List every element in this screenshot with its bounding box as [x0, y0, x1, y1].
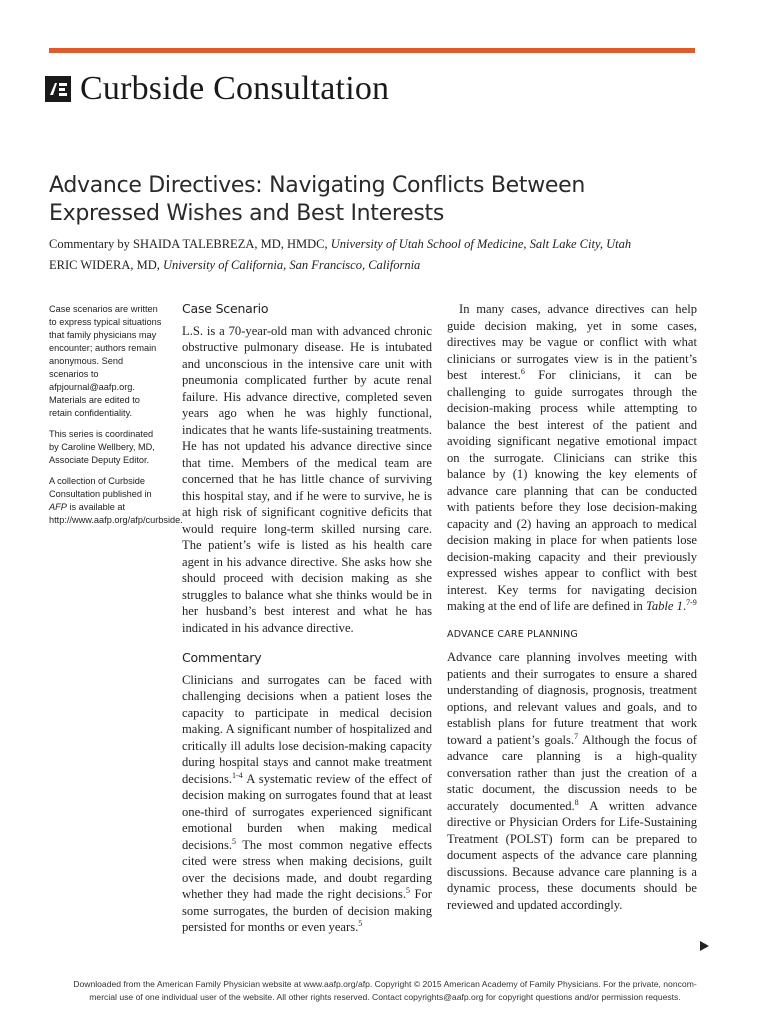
author-1-affiliation: University of Utah School of Medicine, Salt Lake City, Utah — [330, 237, 632, 251]
commentary-text-1: Clinicians and surrogates can be faced with challenging decisions when a patient loses the capacity to participate in medical decision making. A significant number of hospitalized and critically ill adults lose decision-making capacity during hospital stays and cannot make treatment decisions. — [182, 672, 432, 786]
citation-ref: 6 — [520, 366, 525, 376]
directives-text-1: In many cases, advance directives can help guide decision making, yet in some cases, directives may be vague or conflict with what clinicians or surrogates view is in the patient’s best interest. — [447, 302, 697, 382]
citation-ref: 5 — [358, 918, 363, 928]
sidebar-notes — [49, 303, 183, 535]
citation-ref: 1-4 — [232, 770, 243, 780]
sidebar-note-collection — [49, 475, 183, 527]
commentary-text-2: A systematic review of the effect of decision making on surrogates found that at least one-third of surrogates experienced significant emotional burden when making medical decisions. — [182, 771, 432, 852]
author-2-affiliation: University of California, San Francisco, California — [163, 258, 421, 272]
commentary-text — [182, 672, 432, 936]
byline-author-1 — [49, 234, 739, 255]
collection-text: A collection of Curbside Consultation published in — [49, 476, 152, 499]
table-1-link[interactable]: Table 1 — [645, 599, 683, 613]
acp-text-1: Advance care planning involves meeting with patients and their surrogates to ensure a shared understanding of diagnosis, prognosis, treatment options, and relevant values and goals, and to establish plans for future treatment that work toward a patient’s goals. — [447, 650, 697, 747]
curbside-logo-icon — [44, 75, 72, 103]
directives-text-3: . — [682, 599, 687, 613]
byline-author-2 — [49, 255, 739, 276]
citation-ref: 7-9 — [686, 597, 697, 607]
column-right — [447, 301, 697, 913]
author-2-name: ERIC WIDERA, MD, — [49, 258, 164, 272]
article-title-line1: Advance Directives: Navigating Conflicts Between — [49, 173, 586, 198]
copyright-footer — [40, 978, 730, 1004]
sidebar-note-scenarios: Case scenarios are written to express typical situations that family physicians may encounter; authors remain anonymous. Send scenarios to afpjournal@aafp.org. Materials are edited to retain confidentiality. — [49, 304, 162, 418]
directives-paragraph — [447, 301, 697, 615]
author-1-name: Commentary by SHAIDA TALEBREZA, MD, HMDC, — [49, 237, 331, 251]
journal-abbrev: AFP — [49, 502, 67, 512]
case-scenario-text: L.S. is a 70-year-old man with advanced chronic obstructive pulmonary disease. He is intubated and unconscious in the intensive care unit with pneumonia complicated further by acute renal failure. His advance directive, completed seven years ago when he was highly functional, indicates that he wants life-sustaining treatments. He has not updated his advance directive since that time. Members of the medical team are concerned that he has little chance of surviving this hospital stay, and if he were to survive, he is at high risk of significant cognitive deficits that would require long-term skilled nursing care. The patient’s wife is listed as his health care agent in his advance directive. She asks how she should proceed with decision making as she struggles to balance what she thinks would be in her husband’s best interest and what he has indicated in his advance directive. — [182, 323, 432, 635]
triangle-right-icon[interactable] — [700, 941, 709, 951]
commentary-text-4: For some surrogates, the burden of decision making persisted for months or even years. — [182, 887, 432, 934]
citation-ref: 7 — [574, 731, 579, 741]
citation-ref: 5 — [405, 885, 410, 895]
directives-text-2: For clinicians, it can be challenging to guide surrogates through the decision-making process while attempting to balance the best interest of the patient and avoiding significant negative emotional impact on the surrogate. Clinicians can strike this balance by (1) knowing the key elements of advance care planning that can be conducted with patients before they lose decision-making capacity and (2) having an approach to medical decision making in place for when patients lose decision-making capacity and their previously expressed wishes appear to conflict with best interest. Key terms for navigating decision making at the end of life are defined in — [447, 368, 697, 613]
citation-ref: 8 — [574, 797, 579, 807]
footer-line-1: Downloaded from the American Family Physician website at www.aafp.org/afp. Copyright © 2015 American Academy of Family Physicians. For the private, noncom- — [73, 979, 697, 989]
acp-text-2: Although the focus of advance care planning is a high-quality conversation rather than just the creation of a static document, the discussion needs to be accurately documented. — [447, 732, 697, 813]
collection-link[interactable]: is available at http://www.aafp.org/afp/curbside. — [49, 502, 183, 525]
advance-care-planning-heading: ADVANCE CARE PLANNING — [447, 628, 578, 640]
citation-ref: 5 — [232, 836, 237, 846]
section-brand — [44, 70, 389, 108]
footer-line-2: mercial use of one individual user of the website. All other rights reserved. Contact copyrights@aafp.org for copyright questions and/or permission requests. — [89, 992, 681, 1002]
byline — [49, 234, 739, 276]
advance-care-planning-text — [447, 649, 697, 913]
commentary-text-3: The most common negative effects cited were stress when making decisions, guilt over the decisions made, and doubt regarding whether they had made the right decisions. — [182, 837, 432, 901]
header-rule — [49, 48, 695, 53]
article-title — [49, 172, 699, 228]
commentary-heading: Commentary — [182, 650, 262, 665]
column-left — [182, 301, 432, 936]
acp-text-3: A written advance directive or Physician Orders for Life-Sustaining Treatment (POLST) form can be prepared to document aspects of the advance care planning discussions. Because advance care planning is a dynamic process, these documents should be reviewed and updated accordingly. — [447, 798, 697, 912]
section-title: Curbside Consultation — [80, 70, 390, 107]
article-title-line2: Expressed Wishes and Best Interests — [49, 201, 445, 226]
case-scenario-heading: Case Scenario — [182, 301, 269, 316]
sidebar-note-coordinator: This series is coordinated by Caroline Wellbery, MD, Associate Deputy Editor. — [49, 429, 155, 465]
